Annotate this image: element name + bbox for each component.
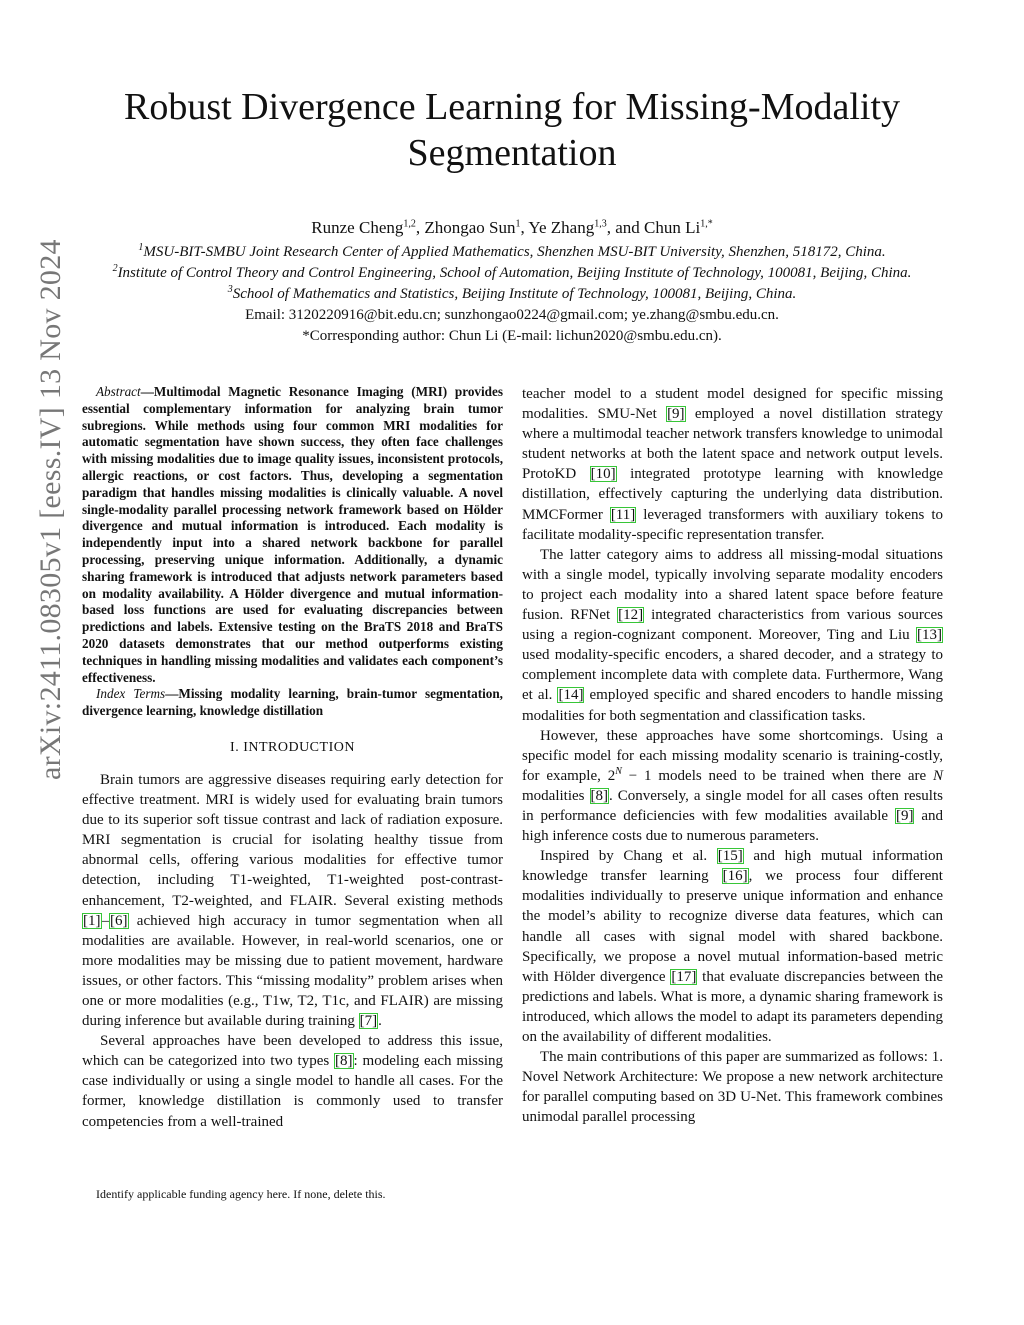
text-run: : modeling each missing case individually or using a single model to handle all cases. For the former, knowledge distillation is commonly used to transfer competencies from a well-trained [82, 1053, 504, 1130]
affiliation-mark: 1 [138, 242, 144, 253]
citation-link[interactable]: [8] [335, 1053, 353, 1070]
text-run: integrated characteristics from various sources using a region-cognizant component. Moreover, Ting and Liu [522, 607, 943, 644]
affiliation-text: MSU-BIT-SMBU Joint Research Center of Applied Mathematics, Shenzhen MSU-BIT University, Shenzhen, 518172, China. [143, 244, 886, 260]
citation-link[interactable]: [15] [717, 848, 743, 865]
affiliation-text: School of Mathematics and Statistics, Beijing Institute of Technology, 100081, Beijing, China. [232, 286, 797, 302]
text-run: Inspired by Chang et al. [540, 848, 717, 865]
paragraph [522, 726, 943, 847]
citation-link[interactable]: [9] [895, 807, 914, 824]
paragraph [522, 846, 943, 1047]
author-list: Runze Cheng$^{1,2}$, Zhongao Sun$^1$, Ye Zhang$^{1,3}$, and Chun $Li^{1,*}$ [311, 218, 713, 237]
right-column [522, 384, 943, 1127]
citation-link[interactable]: [1] [83, 912, 101, 929]
paper-title [60, 84, 964, 176]
footnote: Identify applicable funding agency here. If none, delete this. [96, 1187, 386, 1201]
citation-link[interactable]: [14] [558, 687, 584, 704]
text-run: employed specific and shared encoders to handle missing modalities for both segmentation and classification tasks. [522, 687, 944, 724]
author-affiliation-mark: 1,3 [594, 218, 607, 230]
section-heading: I. INTRODUCTION [230, 739, 355, 755]
text-run: − 1 models need to be trained when there are [621, 767, 933, 784]
corresponding-author: *Corresponding author: Chun Li (E-mail: lichun2020@smbu.edu.cn). [302, 328, 722, 344]
paragraph [82, 770, 503, 1031]
author-name: Ye Zhang [528, 218, 595, 237]
affiliation-3 [60, 286, 964, 303]
paragraph [522, 384, 943, 545]
index-terms-label: Index Terms [96, 686, 166, 702]
text-run: . [378, 1013, 382, 1030]
paragraph [522, 545, 943, 726]
affiliation-mark: 2 [112, 263, 118, 274]
author-name: and Chun Li [615, 218, 701, 237]
citation-link[interactable]: [17] [671, 968, 697, 985]
index-terms-text: —Missing modality learning, brain-tumor segmentation, divergence learning, knowledge distillation [82, 686, 503, 719]
author-affiliation-mark: 1,* [700, 218, 713, 230]
citation-link[interactable]: [7] [359, 1013, 378, 1030]
title-line-2: Segmentation [407, 132, 617, 174]
paragraph: The main contributions of this paper are summarized as follows: 1. Novel Network Architecture: We propose a new network architecture for parallel computing based on 3D U-Net. This framework combines unimodal parallel processing [522, 1049, 943, 1126]
text-run: that evaluate discrepancies between the predictions and labels. What is more, a dynamic sharing framework is introduced, which allows the model to adapt its parameters depending on the availability of different modalities. [522, 968, 943, 1045]
text-run: – [101, 912, 109, 929]
affiliation-text: Institute of Control Theory and Control Engineering, School of Automation, Beijing Institute of Technology, 100081, Beijing, China. [117, 265, 912, 281]
text-run: . Conversely, a single model for all cases often results in performance deficiencies with few modalities available [522, 787, 943, 824]
text-run: teacher model to a student model designed for specific missing modalities. SMU-Net [522, 386, 943, 423]
paragraph [82, 1031, 503, 1131]
text-run: Several approaches have been developed to address this issue, which can be categorized into two types [82, 1033, 503, 1070]
abstract-text: —Multimodal Magnetic Resonance Imaging (MRI) provides essential complementary information for analyzing brain tumor subregions. While methods using four common MRI modalities for automatic segmentation have shown success, they often face challenges with missing modalities due to image quality issues, inconsistent protocols, allergic reactions, or cost factors. Thus, developing a segmentation paradigm that handles missing modalities is clinically valuable. A novel single-modality parallel processing network framework based on Hölder divergence and mutual information is introduced. Each modality is independently input into a shared network backbone for parallel processing, preserving unique information. Additionally, a dynamic sharing framework is introduced that adjusts network parameters based on modality availability. A Hölder divergence and mutual information-based loss functions are used for evaluating discrepancies between predictions and labels. Extensive testing on the BraTS 2018 and BraTS 2020 datasets demonstrates that our method outperforms existing techniques in handling missing modalities and validates each component’s effectiveness. [82, 384, 503, 685]
title-line-1: Robust Divergence Learning for Missing-Modality [123, 86, 901, 128]
citation-link[interactable]: [11] [610, 506, 636, 523]
citation-link[interactable]: [6] [110, 912, 128, 929]
author-name: Zhongao Sun [424, 218, 516, 237]
text-run: and high inference costs due to numerous parameters. [522, 807, 943, 845]
text-run: modalities [522, 787, 590, 804]
math-base: 2 [607, 767, 616, 784]
citation-link[interactable]: [16] [722, 868, 748, 885]
text-run: used modality-specific encoders, a shared decoder, and a strategy to complement incomplete data with complete data. Furthermore, Wang et al. [522, 647, 943, 704]
affiliation-2 [60, 265, 964, 282]
email-line: Email: 3120220916@bit.edu.cn; sunzhongao0224@gmail.com; ye.zhang@smbu.edu.cn. [245, 307, 779, 323]
text-run: employed a novel distillation strategy where a multimodal teacher network transfers knowledge to unimodal student networks at both the latent space and network output levels. ProtoKD [522, 406, 943, 483]
arxiv-watermark: arXiv:2411.08305v1 [eess.IV] 13 Nov 2024 [34, 239, 67, 780]
author-affiliation-mark: 1,2 [403, 218, 416, 230]
author-name: Runze Cheng [311, 218, 404, 237]
left-column [82, 384, 503, 1132]
citation-link[interactable]: [9] [667, 406, 685, 423]
text-run: Brain tumors are aggressive diseases requiring early detection for effective treatment. MRI is widely used for evaluating brain tumors due to its superior soft tissue contrast and lack of radiation exposure. MRI segmentation is crucial for isolating healthy tissue from abnormal cells, offering various modalities for effective tumor detection, including T1-weighted, T1-weighted post-contrast- enhancement, T2-weighted, and FLAIR. Several existing methods [82, 771, 503, 909]
math-variable: N [932, 767, 943, 784]
text-run: achieved high accuracy in tumor segmentation when all modalities are available. However, in real-world scenarios, one or more modalities may be missing due to patient movement, hardware issues, or other factors. This “missing modality” problem arises when one or more modalities (e.g., T1w, T2, T1c, and FLAIR) are missing during inference but available during training [82, 912, 503, 1030]
abstract-label: Abstract [96, 384, 141, 399]
citation-link[interactable]: [8] [590, 787, 608, 804]
affiliation-1 [60, 244, 964, 261]
citation-link[interactable]: [13] [917, 627, 942, 644]
citation-link[interactable]: [12] [618, 607, 644, 624]
text-run: integrated prototype learning with knowledge distillation, effectively capturing the underlying data distribution. MMCFormer [522, 466, 944, 523]
index-terms [82, 686, 503, 720]
affiliation-mark: 3 [227, 284, 233, 295]
text-run: However, these approaches have some shortcomings. Using a specific model for each missing modality scenario is training-costly, for example, [522, 727, 943, 784]
text-run: leveraged transformers with auxiliary tokens to facilitate modality-specific representation transfer. [522, 506, 943, 543]
author-affiliation-mark: 1 [515, 218, 521, 230]
abstract [82, 384, 503, 686]
citation-link[interactable]: [10] [590, 466, 616, 483]
text-run: and high mutual information knowledge transfer learning [522, 848, 943, 885]
text-run: , we process four different modalities individually to preserve unique information and enhance the model’s ability to recognize diverse data features, which can handle all cases with signal model with shared backbone. Specifically, we propose a novel mutual information-based metric with Hölder divergence [522, 868, 943, 985]
text-run: The latter category aims to address all missing-modal situations with a single model, typically involving separate modality encoders to project each modality into a shared latent space before feature fusion. RFNet [522, 546, 943, 624]
math-exponent: N [615, 765, 622, 777]
